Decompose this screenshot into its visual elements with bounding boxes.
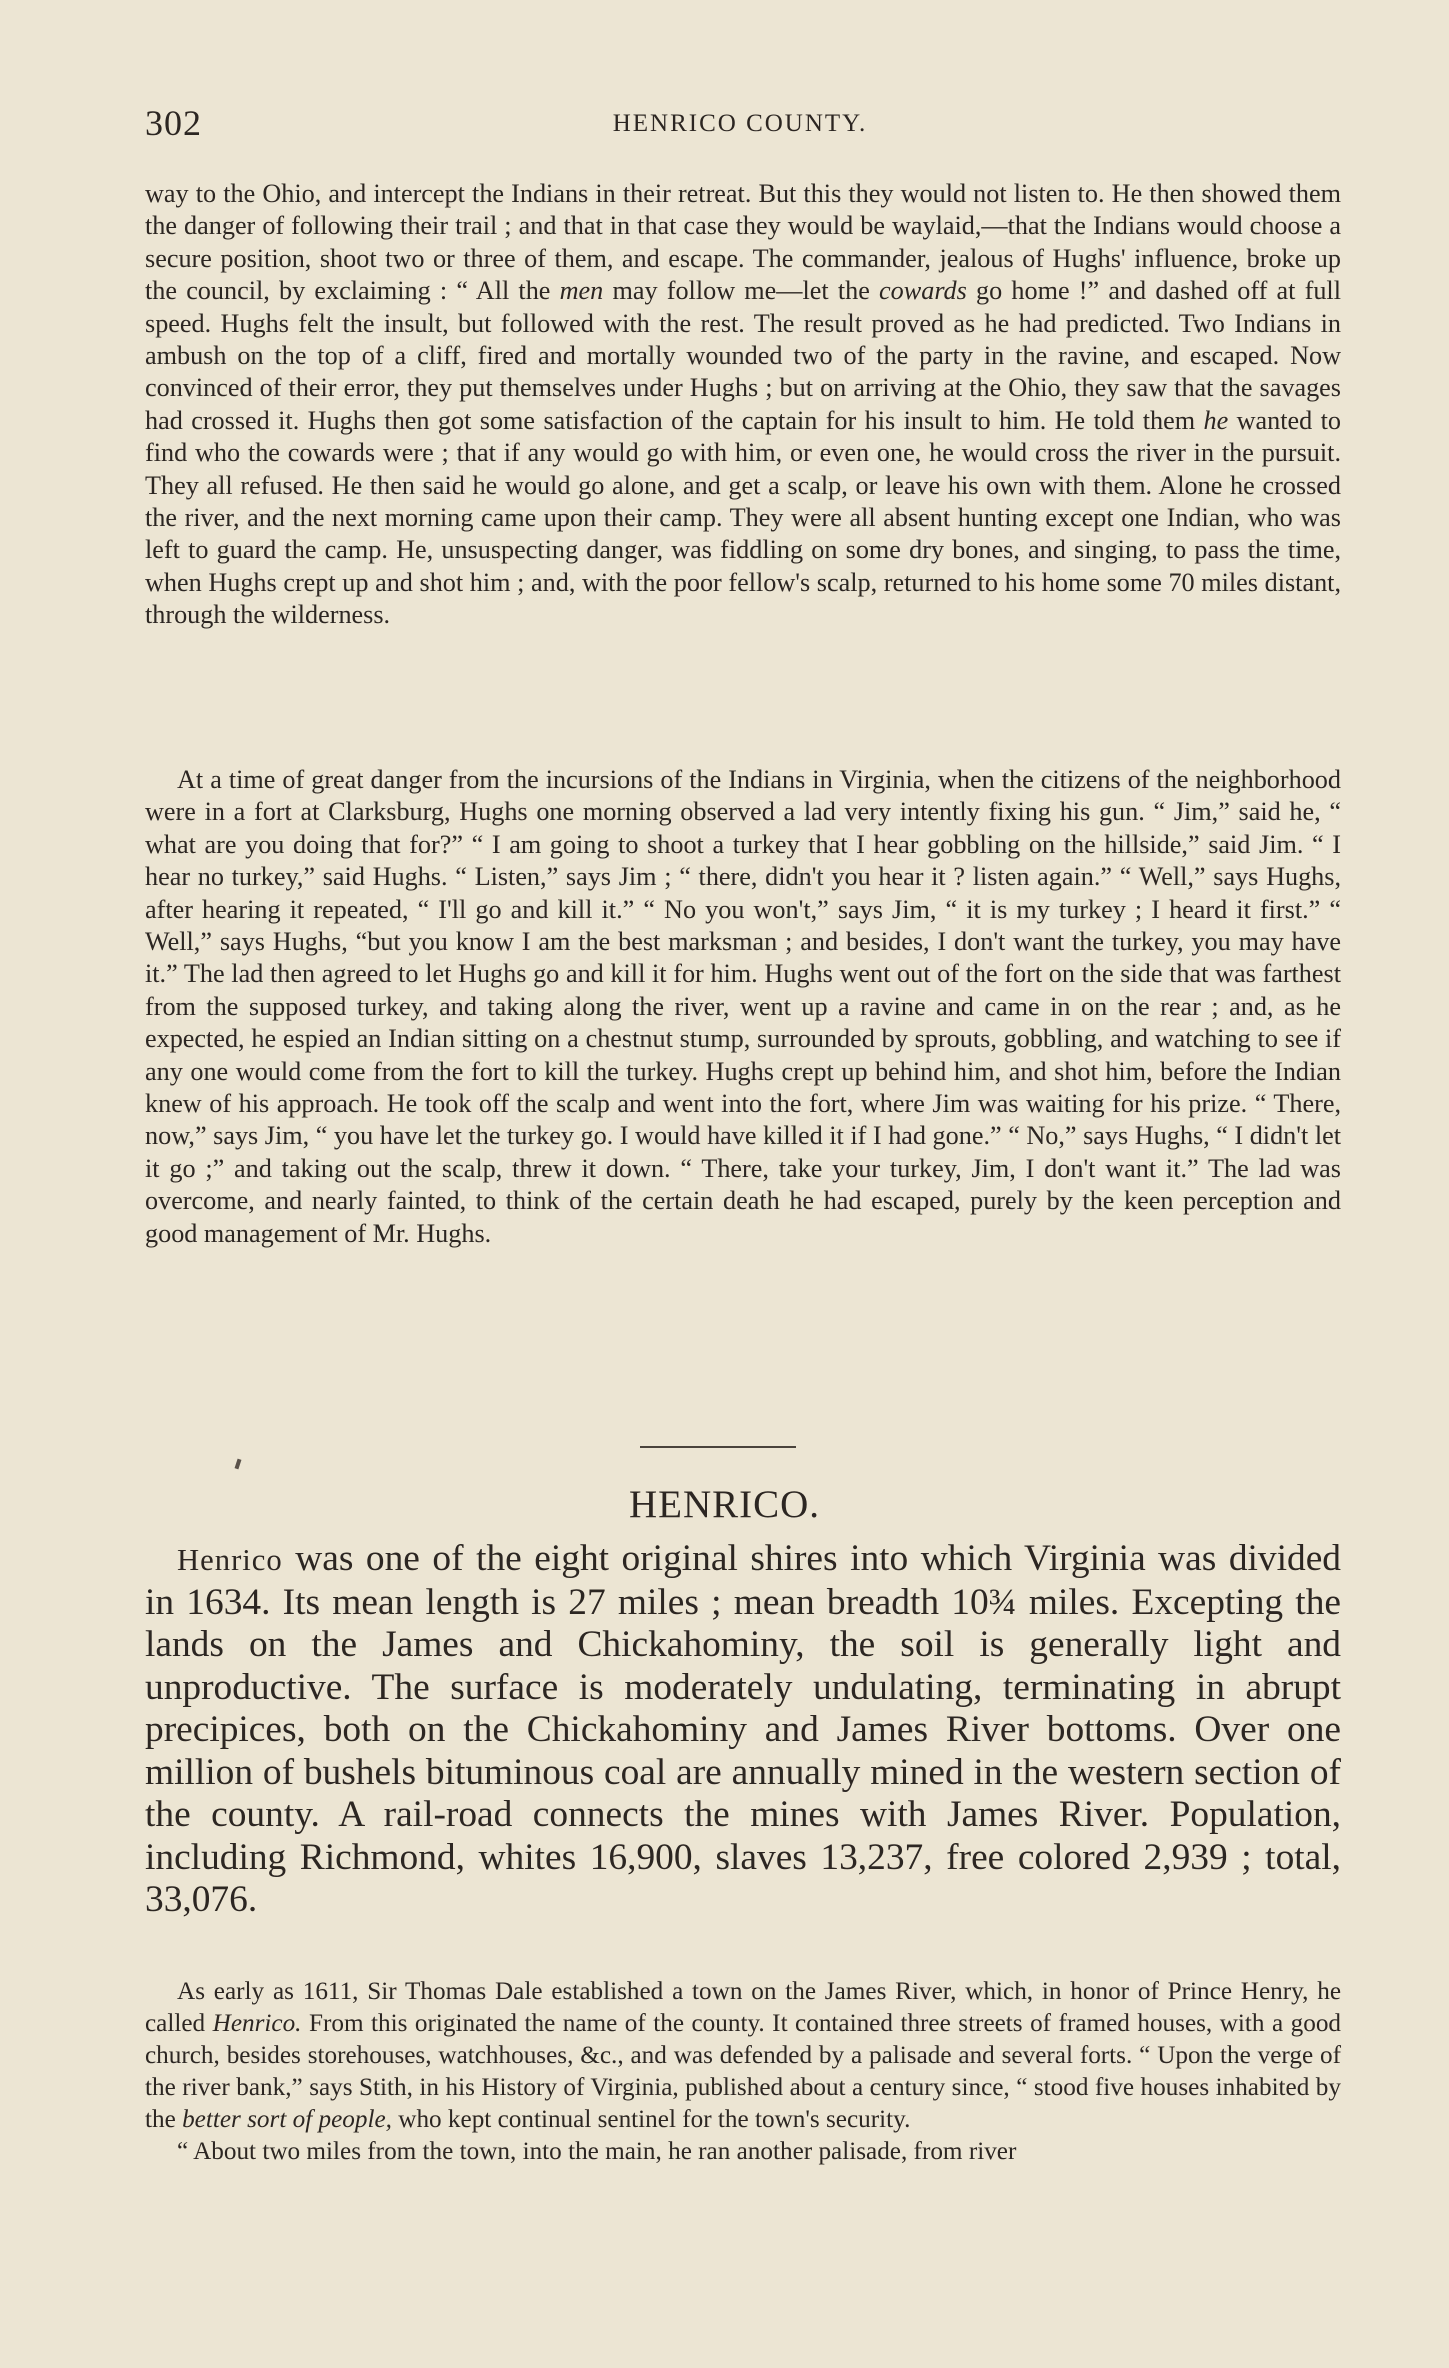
intro-lead-word: Henrico bbox=[177, 1543, 283, 1577]
early-history-block bbox=[145, 1976, 1341, 2168]
section-heading: HENRICO. bbox=[628, 1483, 821, 1526]
henrico-intro-block bbox=[145, 1538, 1341, 1922]
emphasis-men: men bbox=[559, 276, 604, 306]
text-run: may follow me—let the bbox=[603, 276, 880, 306]
text-run: From this originated the name of the county. It contained three streets of framed houses, with a good church, besides storehouses, watchhouses, &c., and was defended by a palisade and several forts. “ Upon the verge of the river bank,” says Stith, in his History of Virginia, published about a century since, “ stood five houses inhabited by the bbox=[145, 2010, 1342, 2133]
running-title: HENRICO COUNTY. bbox=[612, 110, 868, 137]
text-run: wanted to find who the cowards were ; that if any would go with him, or even one, he would cross the river in the pursuit. They all refused. He then said he would go alone, and get a scalp, or leave his own with them. Alone he crossed the river, and the next morning came upon their camp. They were all absent hunting except one Indian, who was left to guard the camp. He, unsuspecting danger, was fiddling on some dry bones, and singing, to pass the time, when Hughs crept up and shot him ; and, with the poor fellow's scalp, returned to his home some 70 miles distant, through the wilderness. bbox=[145, 405, 1341, 630]
text-run: way to the Ohio, and intercept the Indians in their retreat. But this they would not listen to. He then showed them the danger of following their trail ; and that in that case they would be waylaid,—that the Indians would choose a secure position, shoot two or three of them, and escape. The commander, jealous of Hughs' influence, broke up the council, by exclaiming : “ All the bbox=[145, 179, 1341, 306]
text-run: who kept continual sentinel for the town's security. bbox=[391, 2106, 911, 2133]
section-divider bbox=[640, 1446, 796, 1448]
print-speck bbox=[235, 1459, 242, 1470]
emphasis-henrico: Henrico. bbox=[212, 2010, 302, 2037]
henrico-intro-paragraph bbox=[145, 1538, 1341, 1922]
jim-turkey-paragraph-block bbox=[145, 764, 1341, 1250]
text-run: As early as 1611, Sir Thomas Dale established a town on the James River, which, in honor of Prince Henry, he called bbox=[145, 1978, 1341, 2037]
hughs-pursuit-paragraph bbox=[145, 178, 1341, 632]
emphasis-he: he bbox=[1203, 405, 1229, 435]
early-history-paragraph bbox=[145, 1976, 1341, 2136]
emphasis-cowards: cowards bbox=[879, 276, 967, 306]
page-number: 302 bbox=[145, 103, 202, 143]
text-run: was one of the eight original shires into which Virginia was divided in 1634. Its mean length is 27 miles ; mean breadth 10¾ miles. Excepting the lands on the James and Chickahominy, the soil is generally light and unproductive. The surface is moderately undulating, terminating in abrupt precipices, both on the Chickahominy and James River bottoms. Over one million of bushels bituminous coal are annually mined in the western section of the county. A rail-road connects the mines with James River. Population, including Richmond, whites 16,900, slaves 13,237, free colored 2,939 ; total, 33,076. bbox=[145, 1538, 1341, 1920]
text-run: go home !” and dashed off at full speed. Hughs felt the insult, but followed with the rest. The result proved as he had predicted. Two Indians in ambush on the top of a cliff, fired and mortally wounded two of the party in the ravine, and escaped. Now convinced of their error, they put themselves under Hughs ; but on arriving at the Ohio, they saw that the savages had crossed it. Hughs then got some satisfaction of the captain for his insult to him. He told them bbox=[145, 276, 1341, 435]
jim-turkey-paragraph: At a time of great danger from the incursions of the Indians in Virginia, when the citizens of the neighborhood were in a fort at Clarksburg, Hughs one morning observed a lad very intently fixing his gun. “ Jim,” said he, “ what are you doing that for?” “ I am going to shoot a turkey that I hear gobbling on the hillside,” said Jim. “ I hear no turkey,” said Hughs. “ Listen,” says Jim ; “ there, didn't you hear it ? listen again.” “ Well,” says Hughs, after hearing it repeated, “ I'll go and kill it.” “ No you won't,” says Jim, “ it is my turkey ; I heard it first.” “ Well,” says Hughs, “but you know I am the best marksman ; and besides, I don't want the turkey, you may have it.” The lad then agreed to let Hughs go and kill it for him. Hughs went out of the fort on the side that was farthest from the supposed turkey, and taking along the river, went up a ravine and came in on the rear ; and, as he expected, he espied an Indian sitting on a chestnut stump, surrounded by sprouts, gobbling, and watching to see if any one would come from the fort to kill the turkey. Hughs crept up behind him, and shot him, before the Indian knew of his approach. He took off the scalp and went into the fort, where Jim was waiting for his prize. “ There, now,” says Jim, “ you have let the turkey go. I would have killed it if I had gone.” “ No,” says Hughs, “ I didn't let it go ;” and taking out the scalp, threw it down. “ There, take your turkey, Jim, I don't want it.” The lad was overcome, and nearly fainted, to think of the certain death he had escaped, purely by the keen perception and good management of Mr. Hughs. bbox=[145, 765, 1341, 1248]
emphasis-better-sort: better sort of people, bbox=[182, 2106, 392, 2133]
palisade-paragraph: “ About two miles from the town, into the main, he ran another palisade, from river bbox=[177, 2138, 1017, 2165]
running-head bbox=[145, 102, 1335, 142]
hughs-pursuit-paragraph-block bbox=[145, 178, 1341, 632]
